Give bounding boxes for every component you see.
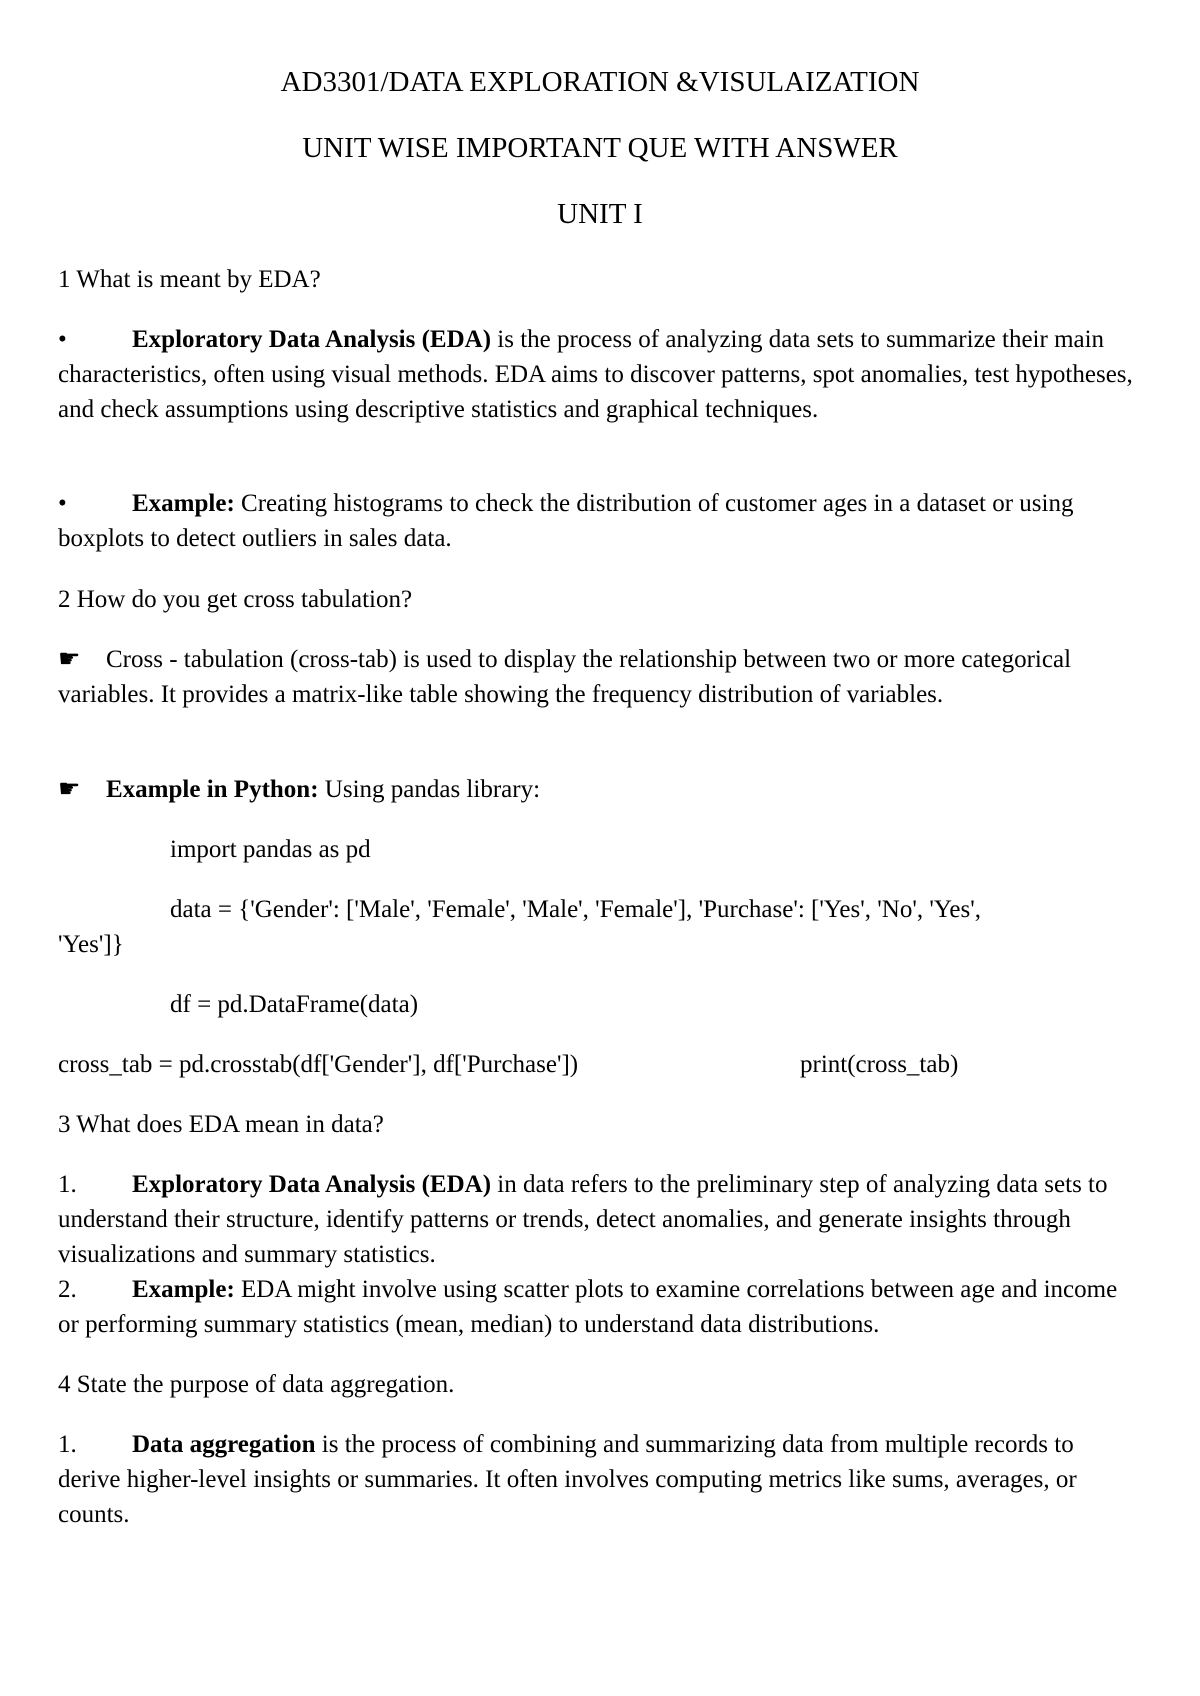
question-1: 1 What is meant by EDA? bbox=[58, 266, 321, 293]
bullet-text: is the process of analyzing data sets to summarize their main characteristics, often using visual methods. EDA aims to discover patterns, spot anomalies, test hypotheses, and check assumptions using descriptive statistics and graphical techniques. bbox=[58, 326, 1133, 423]
q3-item-2 bbox=[58, 1272, 1142, 1342]
q1-bullet-1 bbox=[58, 322, 1142, 427]
bold-term: Example: bbox=[132, 1276, 235, 1303]
item-number: 1. bbox=[58, 1171, 77, 1198]
document-subtitle: UNIT WISE IMPORTANT QUE WITH ANSWER bbox=[302, 132, 898, 164]
item-number: 2. bbox=[58, 1276, 77, 1303]
point-text: Cross - tabulation (cross-tab) is used to display the relationship between two or more categorical variables. It provides a matrix-like table showing the frequency distribution of variables. bbox=[58, 646, 1072, 708]
q2-point-1 bbox=[58, 642, 1142, 712]
bullet-marker: • bbox=[58, 326, 67, 353]
bold-term: Data aggregation bbox=[132, 1431, 316, 1458]
question-4: 4 State the purpose of data aggregation. bbox=[58, 1371, 455, 1398]
bold-term: Example: bbox=[132, 490, 235, 517]
bold-term: Exploratory Data Analysis (EDA) bbox=[132, 1171, 492, 1198]
question-3: 3 What does EDA mean in data? bbox=[58, 1111, 384, 1138]
code-line-2: data = {'Gender': ['Male', 'Female', 'Male', 'Female'], 'Purchase': ['Yes', 'No', 'Yes', bbox=[170, 896, 981, 923]
unit-heading: UNIT I bbox=[557, 198, 643, 230]
item-text: is the process of combining and summarizing data from multiple records to derive higher-level insights or summaries. It often involves computing metrics like sums, averages, or counts. bbox=[58, 1431, 1077, 1528]
pointing-hand-icon: ☛ bbox=[58, 776, 81, 803]
document-title: AD3301/DATA EXPLORATION &VISULAIZATION bbox=[280, 66, 920, 98]
q1-bullet-2 bbox=[58, 486, 1142, 556]
code-line-3: df = pd.DataFrame(data) bbox=[170, 991, 419, 1018]
code-line-2-cont: 'Yes']} bbox=[58, 931, 124, 958]
bullet-marker: • bbox=[58, 490, 67, 517]
code-line-1: import pandas as pd bbox=[170, 836, 371, 863]
code-line-5: print(cross_tab) bbox=[800, 1051, 959, 1078]
item-number: 1. bbox=[58, 1431, 77, 1458]
point-text: Using pandas library: bbox=[318, 776, 541, 803]
code-line-4: cross_tab = pd.crosstab(df['Gender'], df['Purchase']) bbox=[58, 1051, 579, 1078]
bold-term: Exploratory Data Analysis (EDA) bbox=[132, 326, 492, 353]
pointing-hand-icon: ☛ bbox=[58, 646, 81, 673]
q3-item-1 bbox=[58, 1167, 1142, 1272]
q2-point-2 bbox=[58, 772, 1142, 807]
item-text: in data refers to the preliminary step of analyzing data sets to understand their structure, identify patterns or trends, detect anomalies, and generate insights through visualizations and summary statistics. bbox=[58, 1171, 1108, 1268]
question-2: 2 How do you get cross tabulation? bbox=[58, 586, 413, 613]
q4-item-1 bbox=[58, 1427, 1142, 1532]
bold-term: Example in Python: bbox=[106, 776, 319, 803]
item-text: EDA might involve using scatter plots to examine correlations between age and income or performing summary statistics (mean, median) to understand data distributions. bbox=[58, 1276, 1118, 1338]
bullet-text: Creating histograms to check the distribution of customer ages in a dataset or using boxplots to detect outliers in sales data. bbox=[58, 490, 1074, 552]
